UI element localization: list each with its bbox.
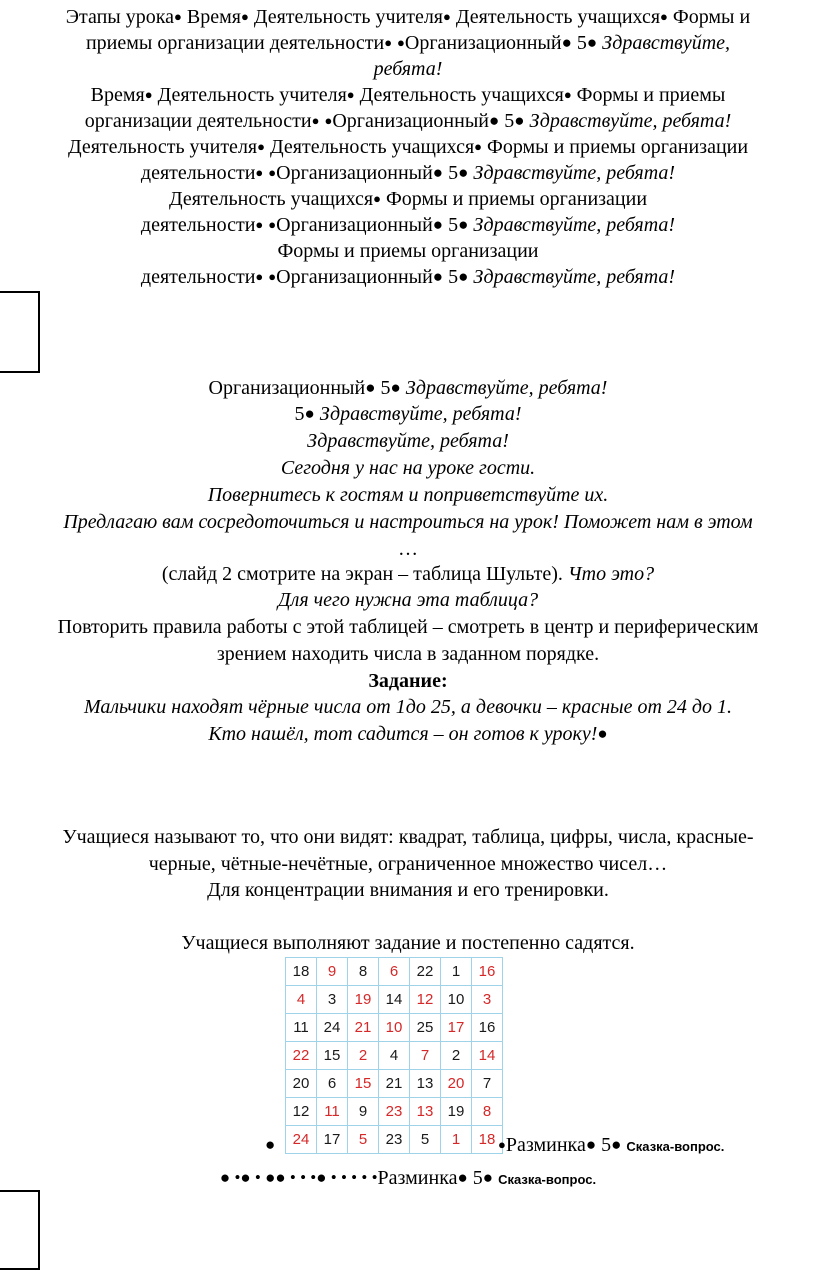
bullet-icon: ● [488, 111, 500, 130]
bullet-icon: ● [304, 404, 315, 423]
text: Здравствуйте, ребята! [319, 403, 522, 425]
bullet-icon: ● [255, 269, 264, 284]
bullet-icon: ● [432, 267, 444, 286]
header-line-3: ребята! [373, 58, 443, 80]
table-cell: 15 [317, 1042, 348, 1070]
table-cell: 16 [472, 1014, 503, 1042]
body-line-9: Для чего нужна эта таблица? [277, 589, 539, 611]
table-cell: 18 [286, 958, 317, 986]
body-line-4: Сегодня у нас на уроке гости. [280, 457, 536, 479]
bullet-icon: ● [240, 9, 249, 24]
header-line-9 [0, 212, 816, 238]
table-cell: 19 [348, 986, 379, 1014]
table-cell: 14 [472, 1042, 503, 1070]
table-cell: 21 [379, 1070, 410, 1098]
table-cell: 6 [379, 958, 410, 986]
footer-line-2 [0, 1165, 816, 1193]
text: Здравствуйте, ребята! [529, 110, 732, 132]
body-line-1 [0, 375, 816, 401]
table-cell: 19 [441, 1098, 472, 1126]
bullet-icon: ● [432, 215, 444, 234]
table-row [286, 958, 503, 986]
text: Организационный [276, 266, 433, 288]
text: Организационный [332, 110, 489, 132]
table-cell: 17 [317, 1126, 348, 1154]
text: 5 [576, 32, 587, 54]
bullet-icon: ● [268, 217, 277, 232]
header-line-7 [0, 160, 816, 186]
table-cell: 20 [286, 1070, 317, 1098]
bullet-icon: ● [458, 163, 469, 182]
table-cell: 16 [472, 958, 503, 986]
bullet-icon: ● [268, 269, 277, 284]
text: Сказка-вопрос. [626, 1139, 725, 1154]
bullet-icon: ● [346, 87, 355, 102]
bullet-icon: ● [174, 9, 182, 24]
table-cell: 12 [410, 986, 441, 1014]
table-cell: 23 [379, 1126, 410, 1154]
header-line-1 [0, 4, 816, 30]
table-cell: 2 [348, 1042, 379, 1070]
text: Сказка-вопрос. [498, 1172, 597, 1187]
table-cell: 9 [348, 1098, 379, 1126]
body-line-7: … [398, 538, 418, 560]
body-line-6: Предлагаю вам сосредоточиться и настроиться на урок! Поможет нам в этом [63, 511, 753, 533]
table-cell: 9 [317, 958, 348, 986]
table-cell: 3 [317, 986, 348, 1014]
bullet-icon: ● [563, 87, 572, 102]
bullet-icon: ● [457, 1168, 468, 1187]
table-row [286, 1070, 503, 1098]
text: Этапы урока [65, 6, 175, 28]
margin-box-bottom [0, 1190, 40, 1270]
header-line-5 [0, 108, 816, 134]
body-line-13: Мальчики находят чёрные числа от 1до 25, а девочки – красные от 24 до 1. [83, 696, 733, 718]
text: Деятельность учащихся [455, 6, 661, 28]
schulte-table [285, 957, 503, 1154]
text: Деятельность учащихся [269, 136, 475, 158]
bullet-icon: ● •● • ●● • • •● • • • • • [219, 1168, 378, 1187]
table-cell: 15 [348, 1070, 379, 1098]
text: 5 [294, 403, 305, 425]
body-para-2: черные, чётные-нечётные, ограниченное множество чисел… [148, 853, 668, 875]
bullet-icon: ● [458, 215, 469, 234]
table-cell: 21 [348, 1014, 379, 1042]
table-cell: 14 [379, 986, 410, 1014]
bullet-icon: ● [660, 9, 668, 24]
text: Деятельность учителя [67, 136, 258, 158]
table-cell: 18 [472, 1126, 503, 1154]
table-cell: 10 [379, 1014, 410, 1042]
text: Организационный [208, 377, 366, 399]
body-para-4: Учащиеся выполняют задание и постепенно садятся. [181, 932, 635, 954]
bullet-icon: ● [482, 1168, 494, 1187]
header-line-10: Формы и приемы организации [277, 240, 539, 262]
task-heading: Задание: [368, 670, 448, 692]
body-para-3: Для концентрации внимания и его тренировки. [207, 879, 609, 901]
bullet-icon: ● [597, 724, 608, 743]
table-cell: 11 [317, 1098, 348, 1126]
text: 5 [380, 377, 391, 399]
bullet-icon: ● [311, 113, 320, 128]
text: Здравствуйте, ребята! [473, 162, 676, 184]
bullet-icon: ● [255, 165, 264, 180]
text: Здравствуйте, ребята! [473, 214, 676, 236]
bullet-icon: ● [432, 163, 444, 182]
table-cell: 4 [286, 986, 317, 1014]
text: приемы организации деятельности [85, 32, 385, 54]
table-cell: 24 [317, 1014, 348, 1042]
table-cell: 5 [410, 1126, 441, 1154]
text: Разминка [505, 1134, 586, 1156]
table-cell: 8 [348, 958, 379, 986]
table-cell: 20 [441, 1070, 472, 1098]
bullet-icon: ● [257, 139, 265, 154]
table-cell: 5 [348, 1126, 379, 1154]
bullet-icon: ● [458, 267, 469, 286]
text: Организационный [276, 214, 433, 236]
text: Разминка [377, 1167, 458, 1189]
bullet-icon: ● [255, 217, 264, 232]
table-cell: 23 [379, 1098, 410, 1126]
table-cell: 13 [410, 1070, 441, 1098]
table-row [286, 1042, 503, 1070]
text: Время [90, 84, 145, 106]
bullet-icon: ● [324, 113, 333, 128]
footer-bullet-left [265, 1132, 275, 1158]
header-line-4 [0, 82, 816, 108]
bullet-icon: ● [265, 1135, 276, 1154]
bullet-icon: ● [397, 35, 405, 50]
body-line-2 [0, 401, 816, 427]
body-line-8 [0, 561, 816, 587]
table-cell: 25 [410, 1014, 441, 1042]
text: Здравствуйте, ребята! [473, 266, 676, 288]
text: 5 [601, 1134, 612, 1156]
table-row [286, 986, 503, 1014]
table-row [286, 1014, 503, 1042]
bullet-icon: ● [498, 1137, 506, 1152]
table-cell: 24 [286, 1126, 317, 1154]
bullet-icon: ● [585, 1135, 597, 1154]
text: 5 [472, 1167, 483, 1189]
bullet-icon: ● [144, 87, 153, 102]
table-cell: 1 [441, 958, 472, 986]
bullet-icon: ● [365, 378, 376, 397]
text: Организационный [276, 162, 433, 184]
table-cell: 8 [472, 1098, 503, 1126]
body-line-11: зрением находить числа в заданном порядке. [216, 643, 600, 665]
text: организации деятельности [84, 110, 312, 132]
text: деятельности [140, 266, 256, 288]
text: Деятельность учащихся [359, 84, 564, 106]
table-cell: 2 [441, 1042, 472, 1070]
text: (слайд 2 смотрите на экран – таблица Шульте). [161, 563, 563, 585]
text: Формы и приемы организации [385, 188, 648, 210]
table-cell: 17 [441, 1014, 472, 1042]
body-line-3: Здравствуйте, ребята! [307, 430, 509, 452]
text: Время [186, 6, 241, 28]
table-cell: 7 [472, 1070, 503, 1098]
table-cell: 13 [410, 1098, 441, 1126]
text: Организационный [404, 32, 562, 54]
text: Здравствуйте, ребята! [405, 377, 608, 399]
table-cell: 6 [317, 1070, 348, 1098]
bullet-icon: ● [443, 9, 451, 24]
bullet-icon: ● [268, 165, 277, 180]
table-row [286, 1126, 503, 1154]
header-line-2 [0, 30, 816, 56]
body-para-1: Учащиеся называют то, что они видят: квадрат, таблица, цифры, числа, красные- [62, 826, 754, 848]
table-cell: 7 [410, 1042, 441, 1070]
text: 5 [448, 162, 459, 184]
bullet-icon: ● [514, 111, 525, 130]
margin-box-top [0, 291, 40, 373]
text: деятельности [140, 162, 256, 184]
text: 5 [448, 266, 459, 288]
header-line-11 [0, 264, 816, 290]
header-line-8 [0, 186, 816, 212]
body-line-14 [0, 721, 816, 747]
table-row [286, 1098, 503, 1126]
table-cell: 1 [441, 1126, 472, 1154]
text: Формы и приемы организации [487, 136, 749, 158]
text: Здравствуйте, [602, 32, 731, 54]
bullet-icon: ● [474, 139, 483, 154]
table-cell: 22 [286, 1042, 317, 1070]
text: 5 [504, 110, 515, 132]
table-cell: 12 [286, 1098, 317, 1126]
bullet-icon: ● [373, 191, 381, 206]
bullet-icon: ● [611, 1135, 622, 1154]
text: Формы и [672, 6, 751, 28]
text: деятельности [140, 214, 256, 236]
table-cell: 3 [472, 986, 503, 1014]
bullet-icon: ● [586, 33, 598, 52]
text: Формы и приемы [576, 84, 726, 106]
body-line-5: Повернитесь к гостям и поприветствуйте их. [207, 484, 609, 506]
text: Деятельность учителя [157, 84, 347, 106]
text: 5 [448, 214, 459, 236]
table-cell: 11 [286, 1014, 317, 1042]
text: Деятельность учащихся [168, 188, 374, 210]
text: Что это? [567, 563, 655, 585]
text: Деятельность учителя [253, 6, 444, 28]
table-cell: 10 [441, 986, 472, 1014]
table-cell: 4 [379, 1042, 410, 1070]
bullet-icon: ● [390, 378, 401, 397]
header-line-6 [0, 134, 816, 160]
body-line-10: Повторить правила работы с этой таблицей – смотреть в центр и периферическим [57, 616, 759, 638]
footer-line-1 [498, 1132, 724, 1160]
text: Кто нашёл, тот садится – он готов к уроку! [208, 723, 598, 745]
bullet-icon: ● [384, 35, 393, 50]
bullet-icon: ● [561, 33, 572, 52]
table-cell: 22 [410, 958, 441, 986]
